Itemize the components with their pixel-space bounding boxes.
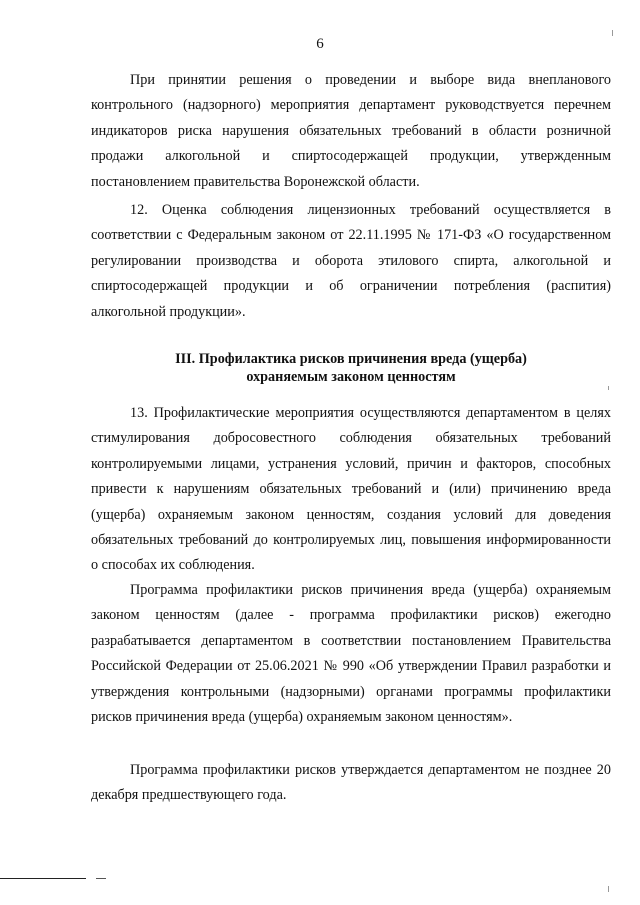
section-heading (91, 350, 611, 386)
footer-rule-short (96, 878, 106, 879)
paragraph-12: 12. Оценка соблюдения лицензионных требований осуществляется в соответствии с Федеральным законом от 22.11.1995 № 171-ФЗ «О государственном регулировании производства и оборота этилового спирта, алкогольной и спиртосодержащей продукции и об ограничении потребления (распития) алкогольной продукции». (91, 202, 611, 320)
paragraph-program: Программа профилактики рисков причинения вреда (ущерба) охраняемым законом ценностям (далее - программа профилактики рисков) ежегодно разрабатывается департаментом в соответствии постановлением Правительства Российской Федерации от 25.06.2021 № 990 «Об утверждении Правил разработки и утверждения контрольными (надзорными) органами программы профилактики рисков причинения вреда (ущерба) охраняемым законом ценностям». (91, 582, 611, 726)
scan-mark (612, 30, 613, 36)
paragraph-13: 13. Профилактические мероприятия осуществляются департаментом в целях стимулирования добросовестного соблюдения обязательных требований контролируемыми лицами, устранения условий, причин и факторов, способных привести к нарушениям обязательных требований и (или) причинению вреда (ущерба) охраняемым законом ценностям, создания условий для доведения обязательных требований до контролируемых лиц, повышения информированности о способах их соблюдения. (91, 405, 611, 574)
section-heading-line2: охраняемым законом ценностям (246, 369, 456, 385)
page-number: 6 (316, 36, 324, 52)
scan-mark (608, 886, 609, 892)
paragraph-approval: Программа профилактики рисков утверждается департаментом не позднее 20 декабря предшествующего года. (91, 762, 611, 804)
section-heading-line1: III. Профилактика рисков причинения вреда (ущерба) (175, 351, 527, 367)
paragraph-indicators: При принятии решения о проведении и выборе вида внепланового контрольного (надзорного) мероприятия департамент руководствуется перечнем индикаторов риска нарушения обязательных требований в области розничной продажи алкогольной и спиртосодержащей продукции, утвержденным постановлением правительства Воронежской области. (91, 72, 611, 190)
footer-rule (0, 878, 86, 879)
scan-mark (608, 386, 609, 390)
